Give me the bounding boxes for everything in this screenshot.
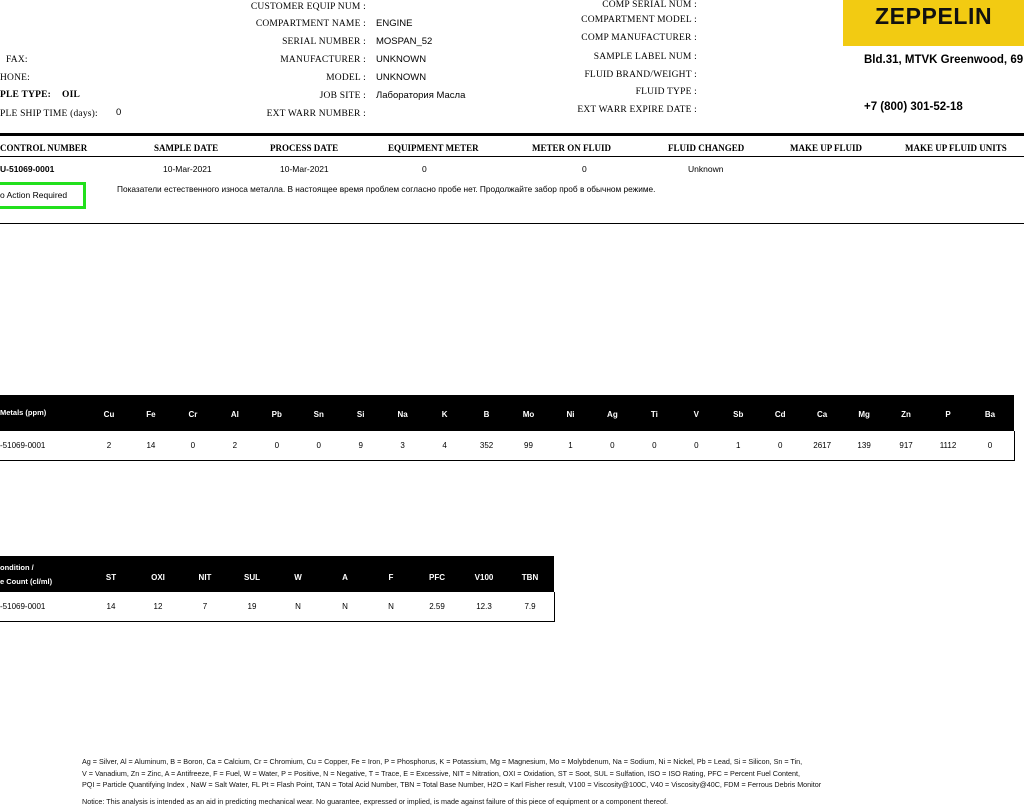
comment-text: Показатели естественного износа металла. В настоящее время проблем согласно пробе нет. Продолжайте забор проб в обычном режиме.	[117, 184, 656, 194]
ship-time-value: 0	[116, 107, 122, 118]
metals-header-20: P	[945, 410, 951, 419]
condition-value-5: N	[342, 602, 348, 611]
logo-text: ZEPPELIN	[875, 3, 993, 29]
metals-header-2: Cr	[188, 410, 198, 419]
model-value: UNKNOWN	[376, 72, 427, 83]
metals-header-15: Sb	[733, 410, 744, 419]
legend-line-3: PQI = Particle Quantifying Index , NaW = Salt Water, FL Pt = Flash Point, TAN = Total Acid Number, TBN = Total Base Number, H2O = Karl Fisher result, V100 = Viscosity@100C, V40 = Viscosity@40C, FDM = Ferrous Debris Monitor	[82, 780, 822, 789]
sample-type-label: PLE TYPE:	[0, 90, 51, 100]
condition-value-9: 7.9	[524, 602, 536, 611]
metals-header-19: Zn	[901, 410, 911, 419]
compartment-name-value: ENGINE	[376, 18, 413, 29]
job-site-label: JOB SITE :	[319, 91, 366, 101]
metals-value-9: 352	[479, 441, 494, 450]
condition-header-2: NIT	[198, 573, 212, 582]
metals-header-17: Ca	[817, 410, 828, 419]
metals-value-1: 14	[146, 441, 156, 450]
comp-serial-num-label: COMP SERIAL NUM :	[602, 0, 697, 10]
condition-header-bar	[0, 556, 554, 592]
metals-header-18: Mg	[858, 410, 870, 419]
metals-header-4: Pb	[271, 410, 282, 419]
metals-value-16: 0	[777, 441, 783, 450]
condition-header-4: W	[294, 573, 302, 582]
condition-header-9: TBN	[521, 573, 539, 582]
metals-value-4: 0	[274, 441, 280, 450]
metals-header-16: Cd	[774, 410, 786, 419]
col-process-date: PROCESS DATE	[270, 143, 339, 153]
metals-header-5: Sn	[313, 410, 324, 419]
fluid-type-label: FLUID TYPE :	[635, 87, 697, 97]
sample-type-value: OIL	[62, 90, 81, 100]
metals-header-1: Fe	[146, 410, 156, 419]
metals-value-2: 0	[190, 441, 196, 450]
condition-header-3: SUL	[244, 573, 260, 582]
status-text: o Action Required	[0, 190, 68, 200]
metals-value-18: 139	[857, 441, 871, 450]
legend-line-1: Ag = Silver, Al = Aluminum, B = Boron, Ca = Calcium, Cr = Chromium, Cu = Copper, Fe = Iron, P = Phosphorus, K = Potassium, Mg = Magnesium, Mo = Molybdenum, Na = Sodium, Ni = Nickel, Pb = Lead, Si = Silicon, Sn = Tin,	[82, 757, 803, 766]
condition-value-4: N	[295, 602, 301, 611]
fax-label: FAX:	[6, 55, 28, 65]
metals-value-20: 1112	[939, 441, 957, 450]
sample-label-num-label: SAMPLE LABEL NUM :	[593, 52, 697, 62]
customer-equip-num-label: CUSTOMER EQUIP NUM :	[250, 2, 366, 12]
metals-value-13: 0	[652, 441, 657, 450]
metals-header-9: B	[483, 410, 490, 419]
legend-line-2: V = Vanadium, Zn = Zinc, A = Antifreeze, F = Fuel, W = Water, P = Positive, N = Negative, T = Trace, E = Excessive, NIT = Nitration, OXI = Oxidation, ST = Soot, SUL = Sulfation, ISO = ISO Rating, PFC = Percent Fuel Content,	[82, 769, 800, 778]
metals-value-15: 1	[736, 441, 741, 450]
notice-text: Notice: This analysis is intended as an aid in predicting mechanical wear. No guarantee, expressed or implied, is made against failure of this piece of equipment or a component thereof.	[82, 797, 668, 806]
metals-value-5: 0	[316, 441, 321, 450]
condition-table-border	[0, 592, 555, 622]
row-equipment-meter: 0	[422, 164, 427, 174]
metals-header-6: Si	[356, 410, 365, 419]
fluid-brand-weight-label: FLUID BRAND/WEIGHT :	[584, 70, 697, 80]
condition-header-5: A	[342, 573, 348, 582]
row-sample-date: 10-Mar-2021	[163, 164, 212, 174]
metals-value-17: 2617	[813, 441, 832, 450]
metals-value-10: 99	[524, 441, 533, 450]
condition-header-8: V100	[474, 573, 494, 582]
row-meter-on-fluid: 0	[582, 164, 587, 174]
metals-value-8: 4	[442, 441, 447, 450]
manufacturer-label: MANUFACTURER :	[280, 55, 366, 65]
condition-value-2: 7	[202, 602, 208, 611]
metals-header-13: Ti	[650, 410, 658, 419]
metals-header-7: Na	[397, 410, 408, 419]
ship-time-label: PLE SHIP TIME (days):	[0, 109, 98, 119]
compartment-model-label: COMPARTMENT MODEL :	[581, 15, 697, 25]
section-divider-bottom	[0, 223, 1024, 224]
manufacturer-value: UNKNOWN	[376, 54, 427, 65]
col-make-up-fluid: MAKE UP FLUID	[790, 143, 862, 153]
job-site-value: Лаборатория Масла	[376, 90, 466, 101]
metals-value-6: 9	[358, 441, 363, 450]
condition-value-6: N	[388, 602, 394, 611]
metals-value-12: 0	[610, 441, 615, 450]
metals-row-id: -51069-0001	[0, 441, 46, 450]
section-divider-top	[0, 133, 1024, 136]
model-label: MODEL :	[326, 73, 366, 83]
zeppelin-logo	[843, 0, 1024, 46]
col-make-up-fluid-units: MAKE UP FLUID UNITS	[905, 143, 1007, 153]
phone-label: HONE:	[0, 73, 31, 83]
metals-title: Metals (ppm)	[0, 408, 47, 417]
col-equipment-meter: EQUIPMENT METER	[388, 143, 479, 153]
metals-header-14: V	[693, 410, 699, 419]
metals-header-10: Mo	[522, 410, 535, 419]
condition-header-0: ST	[105, 573, 117, 582]
metals-header-11: Ni	[566, 410, 575, 419]
metals-value-11: 1	[568, 441, 573, 450]
condition-value-7: 2.59	[429, 602, 445, 611]
metals-value-0: 2	[106, 441, 112, 450]
condition-title-line2: e Count (cl/ml)	[0, 577, 53, 586]
condition-header-7: PFC	[429, 573, 445, 582]
company-address: Bld.31, MTVK Greenwood, 69	[864, 54, 1024, 66]
metals-header-3: Al	[230, 410, 239, 419]
metals-value-19: 917	[899, 441, 913, 450]
metals-header-21: Ba	[984, 410, 996, 419]
condition-header-1: OXI	[151, 573, 165, 582]
metals-value-21: 0	[987, 441, 993, 450]
col-sample-date: SAMPLE DATE	[154, 143, 219, 153]
metals-value-3: 2	[232, 441, 238, 450]
metals-header-8: K	[441, 410, 448, 419]
condition-title-line1: ondition /	[0, 563, 34, 572]
header-underline	[0, 156, 1024, 157]
col-fluid-changed: FLUID CHANGED	[668, 143, 745, 153]
col-meter-on-fluid: METER ON FLUID	[532, 143, 612, 153]
condition-value-0: 14	[106, 602, 116, 611]
company-phone: +7 (800) 301-52-18	[864, 101, 963, 113]
metals-header-0: Cu	[103, 410, 115, 419]
metals-header-12: Ag	[607, 410, 618, 419]
condition-row-id: -51069-0001	[0, 602, 46, 611]
serial-number-value: MOSPAN_52	[376, 36, 433, 47]
col-control-number: CONTROL NUMBER	[0, 143, 88, 153]
row-control-number: U-51069-0001	[0, 164, 55, 174]
condition-value-3: 19	[247, 602, 257, 611]
ext-warr-expire-date-label: EXT WARR EXPIRE DATE :	[577, 105, 697, 115]
ext-warr-number-label: EXT WARR NUMBER :	[266, 109, 366, 119]
row-process-date: 10-Mar-2021	[280, 164, 329, 174]
comp-manufacturer-label: COMP MANUFACTURER :	[581, 33, 697, 43]
serial-number-label: SERIAL NUMBER :	[282, 37, 366, 47]
condition-header-6: F	[388, 573, 394, 582]
compartment-name-label: COMPARTMENT NAME :	[255, 19, 366, 29]
metals-value-7: 3	[400, 441, 405, 450]
condition-value-1: 12	[153, 602, 163, 611]
row-fluid-changed: Unknown	[688, 164, 724, 174]
metals-value-14: 0	[694, 441, 699, 450]
condition-value-8: 12.3	[476, 602, 492, 611]
